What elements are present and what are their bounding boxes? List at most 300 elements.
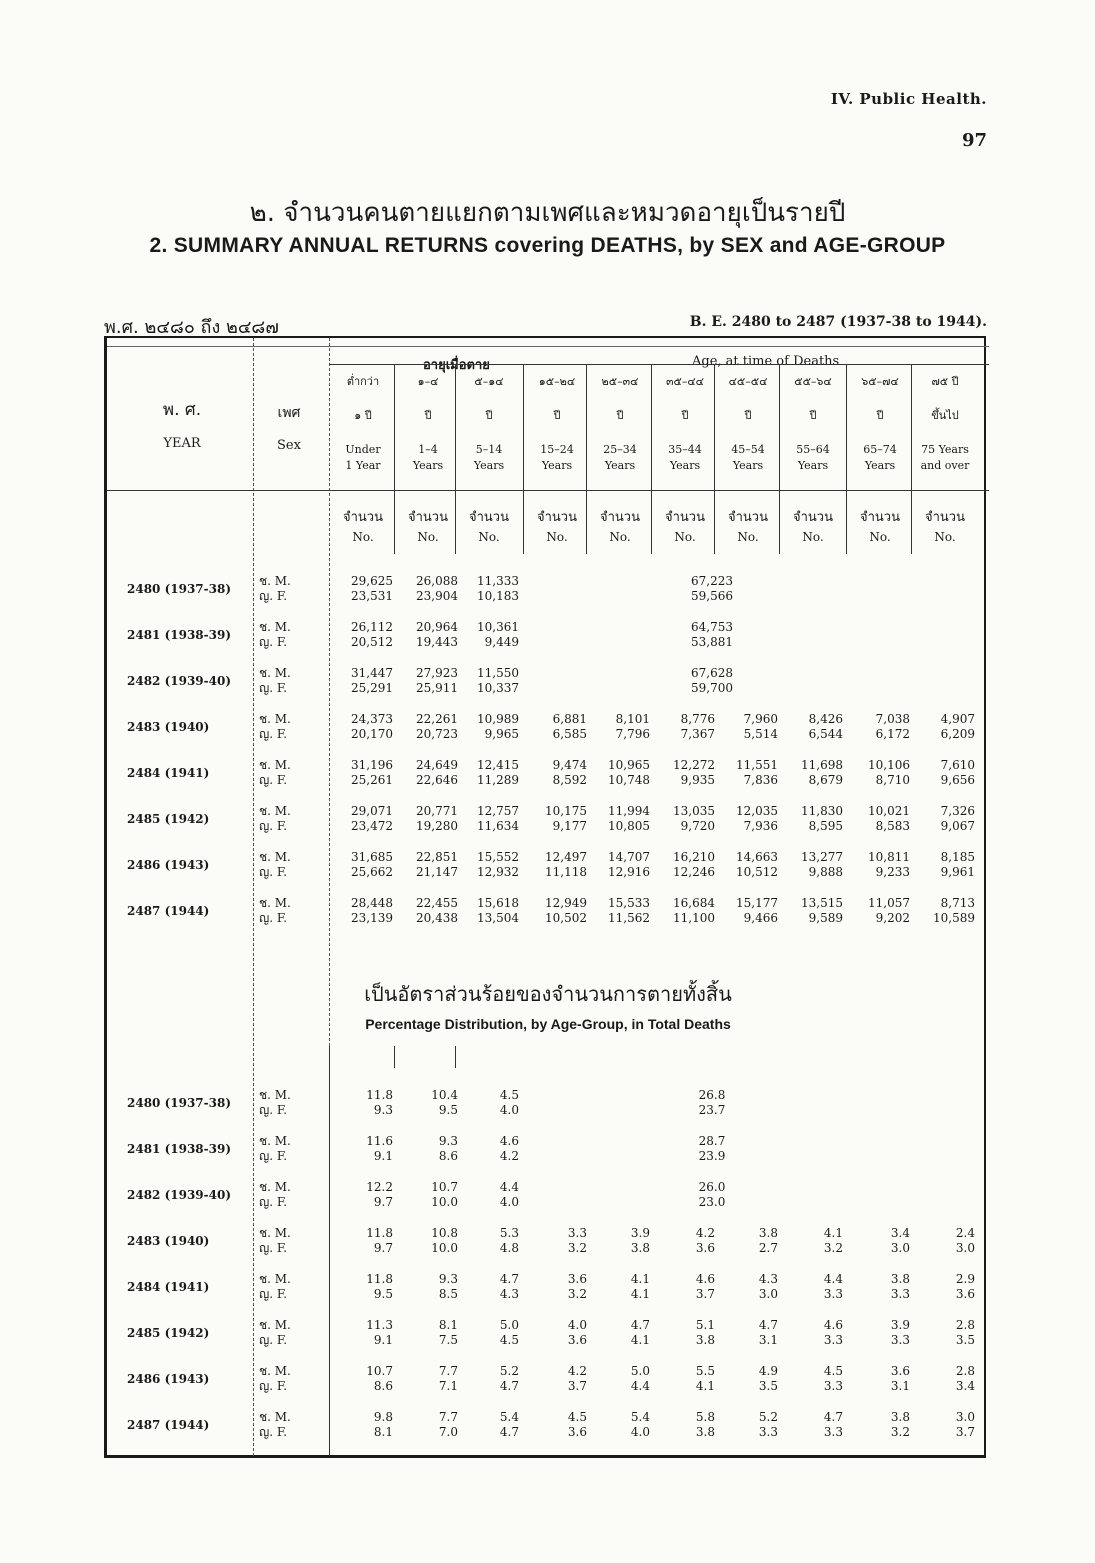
deaths-value-cell	[588, 850, 650, 880]
count-label-thai: จำนวน	[537, 510, 577, 525]
male-value: 13,035	[673, 804, 715, 818]
sex-female: ญ. F.	[259, 1103, 288, 1117]
header-rule	[107, 346, 989, 347]
percent-value-cell	[457, 1226, 519, 1256]
percent-value-cell	[457, 1364, 519, 1394]
column-divider	[329, 1046, 330, 1456]
male-value: 3.9	[630, 1226, 650, 1240]
male-value: 4.4	[823, 1272, 843, 1286]
statistics-table	[104, 336, 986, 1458]
deaths-value-cell	[331, 758, 393, 788]
age-group-label-thai: ๑ ปี	[354, 409, 372, 422]
female-value: 4.7	[499, 1379, 519, 1393]
female-value: 25,911	[416, 681, 458, 695]
percent-year-label: 2483 (1940)	[127, 1234, 210, 1248]
deaths-value-cell	[331, 666, 393, 696]
female-value: 9,177	[552, 819, 587, 833]
percent-value-cell	[781, 1410, 843, 1440]
male-value: 31,447	[351, 666, 393, 680]
count-label-thai: จำนวน	[925, 510, 965, 525]
male-value: 20,771	[416, 804, 458, 818]
female-value: 9,720	[680, 819, 715, 833]
female-value: 8.1	[373, 1425, 393, 1439]
deaths-value-cell	[525, 758, 587, 788]
male-value: 20,964	[416, 620, 458, 634]
female-value: 10.0	[431, 1195, 458, 1209]
deaths-value-cell	[848, 758, 910, 788]
count-label-thai: จำนวน	[408, 510, 448, 525]
female-value: 4.1	[630, 1287, 650, 1301]
female-value: 9,656	[940, 773, 975, 787]
female-value: 9,589	[808, 911, 843, 925]
male-value: 7.7	[438, 1410, 458, 1424]
percent-value-cell	[653, 1272, 715, 1302]
female-value: 3.7	[695, 1287, 715, 1301]
age-group-label-english: Years	[412, 459, 444, 472]
age-group-label-thai: ๒๕–๓๔	[601, 375, 639, 388]
female-value: 10,512	[736, 865, 778, 879]
percent-value-cell	[716, 1410, 778, 1440]
male-value: 9.3	[438, 1134, 458, 1148]
percent-value-cell	[848, 1226, 910, 1256]
percent-sex-labels	[259, 1410, 319, 1440]
male-value: 8,426	[808, 712, 843, 726]
sex-male: ช. M.	[259, 574, 291, 588]
male-value: 24,373	[351, 712, 393, 726]
percent-year-label: 2484 (1941)	[127, 1280, 210, 1294]
male-merged-value: 67,223	[691, 574, 733, 588]
sex-female: ญ. F.	[259, 681, 288, 695]
age-group-label-thai: ปี	[744, 409, 752, 422]
year-header-thai: พ. ศ.	[162, 400, 202, 420]
deaths-merged-value	[652, 620, 772, 650]
male-value: 5.5	[695, 1364, 715, 1378]
sex-male: ช. M.	[259, 1364, 291, 1378]
male-value: 8,776	[680, 712, 715, 726]
male-value: 10,811	[868, 850, 910, 864]
count-label-thai: จำนวน	[793, 510, 833, 525]
sex-female: ญ. F.	[259, 589, 288, 603]
male-value: 2.9	[955, 1272, 975, 1286]
deaths-year-label: 2483 (1940)	[127, 720, 210, 734]
male-value: 5.1	[695, 1318, 715, 1332]
deaths-value-cell	[716, 850, 778, 880]
age-group-header-thai: อายุเมื่อตาย	[423, 358, 490, 373]
female-value: 9.5	[438, 1103, 458, 1117]
male-value: 4.9	[758, 1364, 778, 1378]
male-value: 3.3	[567, 1226, 587, 1240]
female-value: 3.6	[567, 1333, 587, 1347]
female-value: 9,067	[940, 819, 975, 833]
percent-sex-labels	[259, 1180, 319, 1210]
male-value: 4.0	[567, 1318, 587, 1332]
deaths-value-cell	[588, 896, 650, 926]
female-value: 12,246	[673, 865, 715, 879]
age-group-label-english: 45–54	[731, 443, 765, 456]
male-merged-value: 64,753	[691, 620, 733, 634]
male-value: 2.8	[955, 1364, 975, 1378]
deaths-year-label: 2481 (1938-39)	[127, 628, 232, 642]
age-group-label-english: 65–74	[863, 443, 897, 456]
female-value: 11,289	[477, 773, 519, 787]
male-value: 3.6	[890, 1364, 910, 1378]
female-value: 6,544	[808, 727, 843, 741]
percent-value-cell	[653, 1364, 715, 1394]
age-group-label-english: 15–24	[540, 443, 574, 456]
percent-year-label: 2485 (1942)	[127, 1326, 210, 1340]
percent-value-cell	[716, 1226, 778, 1256]
deaths-sex-labels	[259, 758, 319, 788]
age-group-label-english: Under	[345, 443, 381, 456]
female-value: 13,504	[477, 911, 519, 925]
female-value: 7,936	[743, 819, 778, 833]
female-value: 9.1	[373, 1149, 393, 1163]
female-value: 8.5	[438, 1287, 458, 1301]
deaths-year-label: 2482 (1939-40)	[127, 674, 232, 688]
male-value: 5.0	[499, 1318, 519, 1332]
sex-female: ญ. F.	[259, 727, 288, 741]
female-value: 7,836	[743, 773, 778, 787]
sex-female: ญ. F.	[259, 1379, 288, 1393]
female-value: 3.1	[758, 1333, 778, 1347]
male-value: 4.5	[823, 1364, 843, 1378]
male-value: 10,175	[545, 804, 587, 818]
year-header-english: YEAR	[163, 436, 201, 451]
deaths-value-cell	[913, 804, 975, 834]
age-group-label-english: 1–4	[418, 443, 438, 456]
female-value: 25,261	[351, 773, 393, 787]
percentage-title-english: Percentage Distribution, by Age-Group, in Total Deaths	[365, 1016, 731, 1032]
male-value: 5.3	[499, 1226, 519, 1240]
age-group-label-english: Years	[864, 459, 896, 472]
female-value: 3.4	[955, 1379, 975, 1393]
deaths-value-cell	[716, 758, 778, 788]
female-value: 8,710	[875, 773, 910, 787]
count-label-english: No.	[674, 530, 696, 544]
deaths-value-cell	[781, 712, 843, 742]
female-value: 3.0	[890, 1241, 910, 1255]
male-merged-value: 26.0	[698, 1180, 726, 1194]
female-value: 9.7	[373, 1195, 393, 1209]
male-value: 11,057	[868, 896, 910, 910]
count-label-thai: จำนวน	[469, 510, 509, 525]
female-value: 6,585	[552, 727, 587, 741]
male-value: 5.2	[499, 1364, 519, 1378]
female-value: 4.3	[499, 1287, 519, 1301]
percent-value-cell	[396, 1088, 458, 1118]
age-group-label-english: and over	[920, 459, 970, 472]
female-value: 6,172	[875, 727, 910, 741]
female-value: 9,449	[484, 635, 519, 649]
female-value: 25,662	[351, 865, 393, 879]
male-value: 9,474	[552, 758, 587, 772]
male-merged-value: 28.7	[698, 1134, 726, 1148]
male-value: 4.2	[695, 1226, 715, 1240]
deaths-sex-labels	[259, 712, 319, 742]
male-value: 3.9	[890, 1318, 910, 1332]
female-value: 3.5	[758, 1379, 778, 1393]
female-value: 7.1	[438, 1379, 458, 1393]
deaths-year-label: 2485 (1942)	[127, 812, 210, 826]
male-value: 11,994	[608, 804, 650, 818]
sex-female: ญ. F.	[259, 865, 288, 879]
female-value: 9.5	[373, 1287, 393, 1301]
female-value: 3.2	[567, 1241, 587, 1255]
male-value: 13,515	[801, 896, 843, 910]
male-value: 8.1	[438, 1318, 458, 1332]
age-group-label-thai: ๕๕–๖๔	[794, 375, 832, 388]
age-group-label-english: 5–14	[475, 443, 503, 456]
female-value: 8.6	[373, 1379, 393, 1393]
percent-sex-labels	[259, 1364, 319, 1394]
percent-value-cell	[913, 1226, 975, 1256]
percent-value-cell	[331, 1088, 393, 1118]
deaths-value-cell	[331, 804, 393, 834]
deaths-value-cell	[781, 804, 843, 834]
age-group-label-thai: ๕–๑๔	[474, 375, 504, 388]
deaths-value-cell	[457, 804, 519, 834]
female-value: 3.8	[695, 1333, 715, 1347]
male-value: 4,907	[940, 712, 975, 726]
male-value: 12,949	[545, 896, 587, 910]
deaths-value-cell	[588, 758, 650, 788]
female-merged-value: 23.9	[698, 1149, 726, 1163]
percent-value-cell	[457, 1134, 519, 1164]
male-value: 15,533	[608, 896, 650, 910]
male-value: 5.2	[758, 1410, 778, 1424]
male-value: 4.5	[567, 1410, 587, 1424]
female-value: 4.5	[499, 1333, 519, 1347]
percent-value-cell	[653, 1226, 715, 1256]
female-value: 4.1	[630, 1333, 650, 1347]
sex-male: ช. M.	[259, 1180, 291, 1194]
female-value: 3.0	[758, 1287, 778, 1301]
age-group-label-english: Years	[732, 459, 764, 472]
percent-year-label: 2486 (1943)	[127, 1372, 210, 1386]
male-value: 24,649	[416, 758, 458, 772]
female-value: 10,748	[608, 773, 650, 787]
deaths-value-cell	[913, 758, 975, 788]
male-value: 10,989	[477, 712, 519, 726]
age-group-label-english: Years	[797, 459, 829, 472]
sex-male: ช. M.	[259, 896, 291, 910]
sex-male: ช. M.	[259, 804, 291, 818]
percent-value-cell	[588, 1318, 650, 1348]
age-group-label-thai: ๔๕–๕๔	[728, 375, 768, 388]
deaths-merged-value	[652, 574, 772, 604]
percent-value-cell	[848, 1410, 910, 1440]
deaths-value-cell	[653, 758, 715, 788]
female-merged-value: 23.0	[698, 1195, 726, 1209]
count-label-english: No.	[609, 530, 631, 544]
sex-male: ช. M.	[259, 1088, 291, 1102]
male-value: 12,035	[736, 804, 778, 818]
deaths-value-cell	[653, 804, 715, 834]
age-group-label-thai: ปี	[809, 409, 817, 422]
age-group-label-english: Years	[669, 459, 701, 472]
percent-value-cell	[716, 1364, 778, 1394]
male-value: 27,923	[416, 666, 458, 680]
count-label-thai: จำนวน	[860, 510, 900, 525]
percent-value-cell	[331, 1364, 393, 1394]
deaths-value-cell	[716, 712, 778, 742]
male-value: 4.7	[758, 1318, 778, 1332]
percent-value-cell	[848, 1364, 910, 1394]
male-value: 4.7	[823, 1410, 843, 1424]
percent-value-cell	[457, 1180, 519, 1210]
deaths-year-label: 2486 (1943)	[127, 858, 210, 872]
percent-value-cell	[848, 1318, 910, 1348]
count-label-english: No.	[546, 530, 568, 544]
deaths-value-cell	[331, 574, 393, 604]
female-value: 3.8	[695, 1425, 715, 1439]
percent-value-cell	[653, 1410, 715, 1440]
count-label-english: No.	[802, 530, 824, 544]
sex-male: ช. M.	[259, 712, 291, 726]
female-value: 9.7	[373, 1241, 393, 1255]
male-value: 3.8	[758, 1226, 778, 1240]
age-group-label-english: Years	[473, 459, 505, 472]
percent-merged-value	[652, 1088, 772, 1118]
male-value: 4.6	[823, 1318, 843, 1332]
male-value: 4.1	[630, 1272, 650, 1286]
sex-header-thai: เพศ	[277, 405, 301, 421]
deaths-value-cell	[457, 620, 519, 650]
count-label-thai: จำนวน	[728, 510, 768, 525]
deaths-value-cell	[525, 850, 587, 880]
deaths-year-label: 2484 (1941)	[127, 766, 210, 780]
male-value: 11.8	[366, 1226, 393, 1240]
male-value: 4.1	[823, 1226, 843, 1240]
female-value: 21,147	[416, 865, 458, 879]
male-value: 4.7	[499, 1272, 519, 1286]
percent-value-cell	[781, 1272, 843, 1302]
deaths-value-cell	[457, 758, 519, 788]
male-merged-value: 67,628	[691, 666, 733, 680]
female-value: 10,337	[477, 681, 519, 695]
percent-value-cell	[588, 1364, 650, 1394]
male-merged-value: 26.8	[698, 1088, 726, 1102]
male-value: 4.6	[695, 1272, 715, 1286]
male-value: 8,101	[615, 712, 650, 726]
female-value: 19,443	[416, 635, 458, 649]
female-value: 23,139	[351, 911, 393, 925]
male-value: 4.4	[499, 1180, 519, 1194]
percent-value-cell	[588, 1272, 650, 1302]
percent-value-cell	[396, 1180, 458, 1210]
percent-value-cell	[716, 1272, 778, 1302]
percent-value-cell	[525, 1318, 587, 1348]
female-value: 3.6	[567, 1425, 587, 1439]
female-value: 3.1	[890, 1379, 910, 1393]
female-value: 8,679	[808, 773, 843, 787]
male-value: 12,272	[673, 758, 715, 772]
male-value: 10,361	[477, 620, 519, 634]
column-divider	[253, 338, 254, 1456]
sex-female: ญ. F.	[259, 1195, 288, 1209]
percent-value-cell	[525, 1364, 587, 1394]
sex-female: ญ. F.	[259, 635, 288, 649]
deaths-value-cell	[457, 712, 519, 742]
deaths-value-cell	[781, 896, 843, 926]
female-value: 9,961	[940, 865, 975, 879]
male-value: 11,830	[801, 804, 843, 818]
deaths-value-cell	[331, 896, 393, 926]
female-value: 10,502	[545, 911, 587, 925]
female-value: 3.7	[567, 1379, 587, 1393]
age-group-label-thai: ๓๕–๔๔	[666, 375, 704, 388]
percent-value-cell	[781, 1318, 843, 1348]
deaths-value-cell	[653, 850, 715, 880]
sex-male: ช. M.	[259, 1226, 291, 1240]
female-value: 23,531	[351, 589, 393, 603]
male-value: 3.8	[890, 1272, 910, 1286]
male-value: 7,038	[875, 712, 910, 726]
female-value: 10.0	[431, 1241, 458, 1255]
period-english: B. E. 2480 to 2487 (1937-38 to 1944).	[689, 314, 987, 330]
deaths-value-cell	[525, 712, 587, 742]
deaths-value-cell	[653, 712, 715, 742]
deaths-value-cell	[457, 574, 519, 604]
male-value: 14,663	[736, 850, 778, 864]
age-group-header-english: Age, at time of Deaths	[692, 354, 840, 369]
male-value: 3.8	[890, 1410, 910, 1424]
title-english: 2. SUMMARY ANNUAL RETURNS covering DEATHS, by SEX and AGE-GROUP	[149, 234, 946, 257]
male-value: 6,881	[552, 712, 587, 726]
female-value: 9,935	[680, 773, 715, 787]
deaths-value-cell	[396, 758, 458, 788]
percent-value-cell	[525, 1226, 587, 1256]
age-group-label-thai: ปี	[485, 409, 493, 422]
deaths-sex-labels	[259, 804, 319, 834]
female-value: 9.1	[373, 1333, 393, 1347]
male-value: 22,261	[416, 712, 458, 726]
male-value: 31,685	[351, 850, 393, 864]
percent-value-cell	[781, 1226, 843, 1256]
sex-male: ช. M.	[259, 620, 291, 634]
age-group-label-english: 1 Year	[345, 459, 381, 472]
male-value: 7,326	[940, 804, 975, 818]
female-value: 4.7	[499, 1425, 519, 1439]
deaths-value-cell	[396, 896, 458, 926]
percent-value-cell	[525, 1410, 587, 1440]
sex-male: ช. M.	[259, 758, 291, 772]
percent-value-cell	[396, 1272, 458, 1302]
female-value: 22,646	[416, 773, 458, 787]
age-group-label-english: 35–44	[668, 443, 702, 456]
percent-sex-labels	[259, 1272, 319, 1302]
percent-merged-value	[652, 1134, 772, 1164]
age-group-label-thai: ๑–๔	[417, 375, 439, 388]
female-value: 10,183	[477, 589, 519, 603]
female-value: 4.2	[499, 1149, 519, 1163]
percent-value-cell	[396, 1226, 458, 1256]
percent-value-cell	[457, 1088, 519, 1118]
deaths-merged-value	[652, 666, 772, 696]
percent-sex-labels	[259, 1226, 319, 1256]
male-value: 12,497	[545, 850, 587, 864]
deaths-sex-labels	[259, 896, 319, 926]
deaths-sex-labels	[259, 620, 319, 650]
deaths-value-cell	[716, 804, 778, 834]
age-group-label-english: 75 Years	[921, 443, 969, 456]
male-value: 10.7	[366, 1364, 393, 1378]
deaths-value-cell	[913, 712, 975, 742]
female-value: 4.0	[499, 1195, 519, 1209]
female-value: 7,796	[615, 727, 650, 741]
age-group-label-thai: ๑๕–๒๔	[538, 375, 576, 388]
percent-value-cell	[913, 1364, 975, 1394]
